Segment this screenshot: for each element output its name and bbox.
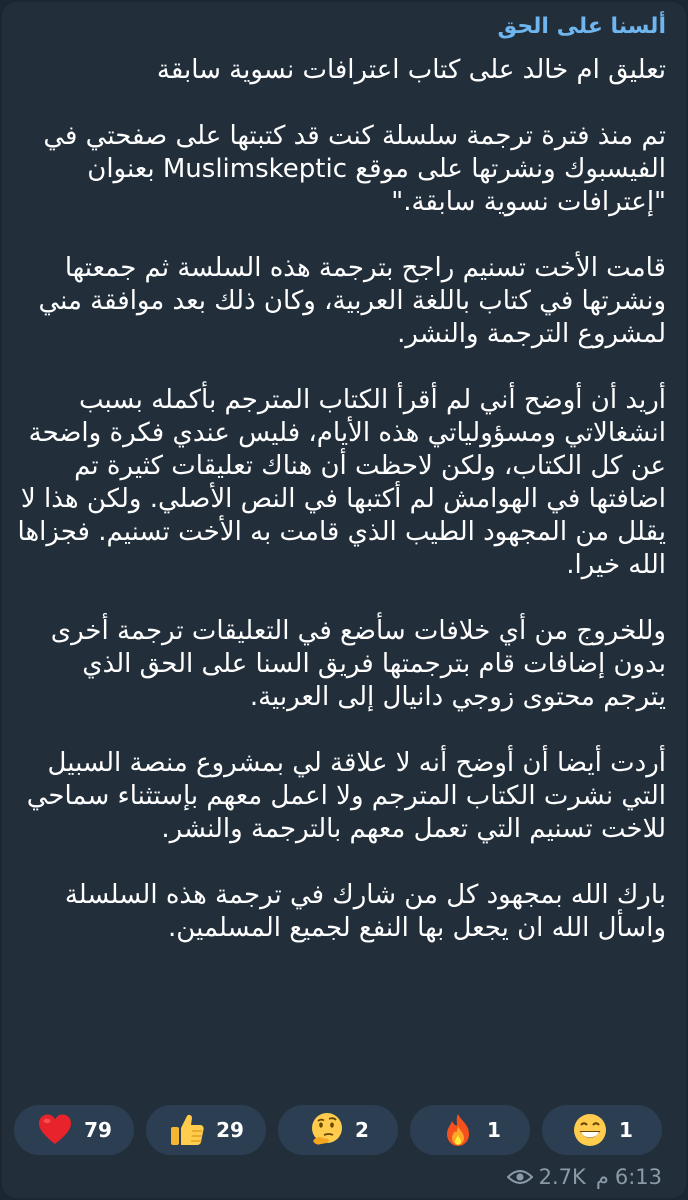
post-paragraph: بارك الله بمجهود كل من شارك في ترجمة هذه السلسلة واسأل الله ان يجعل بها النفع لجميع المسلمين. xyxy=(64,880,666,943)
eye-icon xyxy=(507,1168,533,1186)
post-paragraph: أريد أن أوضح أني لم أقرأ الكتاب المترجم بأكمله بسبب انشغالاتي ومسؤولياتي هذه الأيام، فليس عندي فكرة واضحة عن كل الكتاب، ولكن لاحظت أن هناك تعليقات كثيرة تم اضافتها في الهوامش لم أكتبها في النص الأصلي. ولكن هذا لا يقلل من المجهود الطيب الذي قامت به الأخت تسنيم. فجزاها الله خيرا. xyxy=(17,385,666,580)
reaction-grin-button[interactable] xyxy=(542,1105,662,1155)
reaction-fire-button[interactable] xyxy=(410,1105,530,1155)
reaction-count: 79 xyxy=(84,1118,112,1142)
reaction-count: 29 xyxy=(216,1118,244,1142)
thumbs-up-icon xyxy=(168,1111,206,1149)
channel-name[interactable]: ألسنا على الحق xyxy=(497,14,666,39)
message-bubble xyxy=(2,2,686,1198)
red-heart-icon xyxy=(36,1111,74,1149)
grinning-face-icon xyxy=(571,1111,609,1149)
reaction-heart-button[interactable] xyxy=(14,1105,134,1155)
reaction-thinking-button[interactable] xyxy=(278,1105,398,1155)
view-count: 2.7K xyxy=(538,1165,586,1189)
post-paragraph: قامت الأخت تسنيم راجح بترجمة هذه السلسة ثم جمعتها ونشرتها في كتاب باللغة العربية، وكان ذلك بعد موافقة مني لمشروع الترجمة والنشر. xyxy=(38,253,666,349)
time-period: م xyxy=(595,1165,609,1189)
reaction-count: 1 xyxy=(619,1118,633,1142)
post-paragraph: أردت أيضا أن أوضح أنه لا علاقة لي بمشروع منصة السبيل التي نشرت الكتاب المترجم ولا اعمل معهم بإستثناء سماحي للاخت تسنيم التي تعمل معهم بالترجمة والنشر. xyxy=(26,748,666,844)
post-paragraph: وللخروج من أي خلافات سأضع في التعليقات ترجمة أخرى بدون إضافات قام بترجمتها فريق السنا على الحق الذي يترجم محتوى زوجي دانيال إلى العربية. xyxy=(50,616,666,712)
post-text xyxy=(16,54,666,945)
post-paragraph: تم منذ فترة ترجمة سلسلة كنت قد كتبتها على صفحتي في الفيسبوك ونشرتها على موقع Muslimskeptic بعنوان "إعترافات نسوية سابقة." xyxy=(43,121,666,217)
reaction-count: 1 xyxy=(487,1118,501,1142)
message-time: 6:13 xyxy=(614,1165,662,1189)
thinking-face-icon xyxy=(307,1111,345,1149)
message-meta xyxy=(507,1164,662,1190)
reaction-thumbs-up-button[interactable] xyxy=(146,1105,266,1155)
reactions-bar xyxy=(14,1105,662,1155)
post-paragraph: تعليق ام خالد على كتاب اعترافات نسوية سابقة xyxy=(156,55,666,85)
reaction-count: 2 xyxy=(355,1118,369,1142)
fire-icon xyxy=(439,1111,477,1149)
